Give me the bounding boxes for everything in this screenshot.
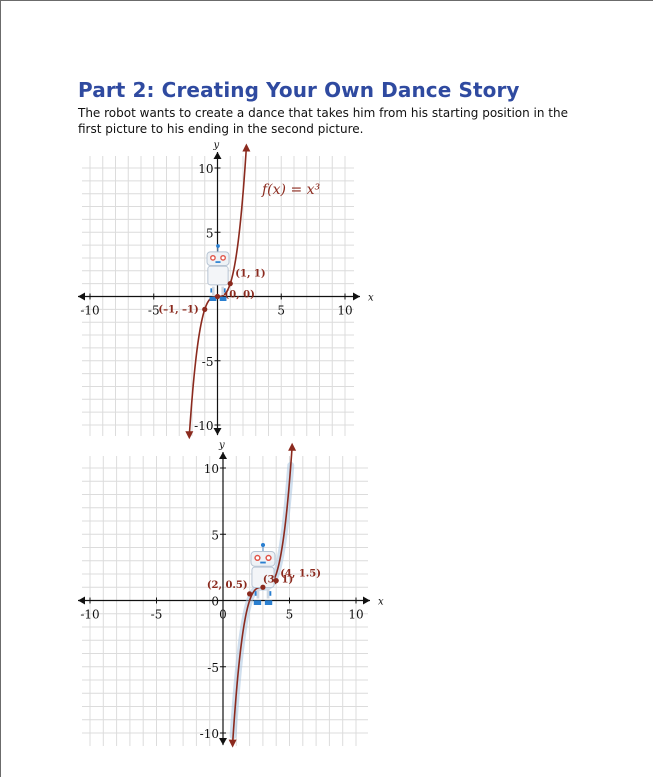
intro-paragraph: The robot wants to create a dance that takes him from his starting position in the first picture to his ending in the second picture.: [78, 106, 568, 136]
data-point: [260, 585, 265, 590]
data-point-label: (1, 1): [235, 268, 266, 280]
data-point-label: (4, 1.5): [280, 568, 321, 580]
robot-left-foot: [254, 600, 261, 605]
y-tick-label: 5: [211, 528, 219, 543]
robot-left-leg: [257, 589, 260, 598]
function-curve: [233, 447, 293, 744]
page-top-border: [0, 0, 653, 1]
robot-right-leg-stripe: [269, 591, 271, 596]
x-tick-label: -5: [147, 303, 160, 318]
y-tick-label: -10: [199, 727, 219, 741]
robot-right-eye: [221, 256, 225, 260]
y-tick-label: -5: [207, 660, 219, 675]
y-axis-top-arrow: [214, 152, 222, 159]
curve-top-arrow: [288, 443, 296, 451]
y-tick-label: -10: [194, 419, 214, 433]
robot-left-eye: [255, 556, 260, 561]
graph-parent-function: [0, 142, 653, 442]
data-point: [202, 307, 207, 312]
robot-left-leg-stripe: [210, 288, 212, 292]
data-point: [215, 294, 220, 299]
robot-mouth: [260, 562, 266, 564]
data-point-label: (3, 1): [262, 574, 294, 586]
x-tick-label: 10: [348, 607, 364, 622]
x-tick-label: 0: [219, 607, 227, 622]
x-tick-label: 10: [337, 303, 353, 318]
data-point: [228, 281, 233, 286]
function-label: f(x) = x³: [262, 182, 321, 198]
page-title: Part 2: Creating Your Own Dance Story: [78, 78, 520, 102]
x-tick-label: 5: [277, 303, 286, 318]
robot-left-leg: [212, 287, 215, 295]
x-axis-name: x: [378, 596, 384, 608]
y-axis-bottom-arrow: [214, 428, 222, 435]
robot-left-leg-stripe: [255, 591, 257, 596]
x-axis-right-arrow: [353, 293, 360, 301]
x-axis-left-arrow: [78, 597, 85, 605]
x-tick-label: 5: [285, 607, 294, 622]
x-axis-right-arrow: [363, 597, 370, 605]
robot-mouth: [215, 261, 220, 263]
robot-body: [208, 266, 228, 285]
data-point-label: (–1, –1): [158, 304, 199, 316]
robot-right-foot: [265, 600, 272, 605]
curve-bottom-arrow: [229, 740, 237, 748]
y-tick-label: 10: [198, 162, 214, 176]
y-tick-label: 0: [211, 594, 219, 609]
x-tick-label: -10: [80, 303, 100, 318]
x-axis-name: x: [368, 292, 374, 304]
y-tick-label: -5: [201, 354, 214, 369]
data-point-label: (0, 0): [224, 289, 255, 301]
y-tick-label: 10: [203, 462, 219, 476]
data-point-label: (2, 0.5): [206, 579, 248, 591]
robot-right-eye: [266, 556, 271, 561]
y-axis-top-arrow: [219, 452, 227, 459]
robot-right-leg: [267, 589, 270, 598]
curve-top-arrow: [242, 143, 250, 151]
graph-transformed-function: [0, 440, 653, 760]
robot-antenna-tip: [261, 543, 265, 547]
y-axis-name: y: [213, 140, 220, 151]
y-axis-name: y: [219, 440, 225, 451]
robot-antenna-tip: [216, 244, 220, 248]
data-point: [247, 591, 252, 596]
robot-left-eye: [211, 256, 215, 260]
x-tick-label: -10: [80, 607, 100, 622]
x-tick-label: -5: [150, 607, 163, 622]
y-axis-bottom-arrow: [219, 738, 227, 745]
x-axis-left-arrow: [78, 293, 85, 301]
y-tick-label: 5: [205, 226, 214, 241]
